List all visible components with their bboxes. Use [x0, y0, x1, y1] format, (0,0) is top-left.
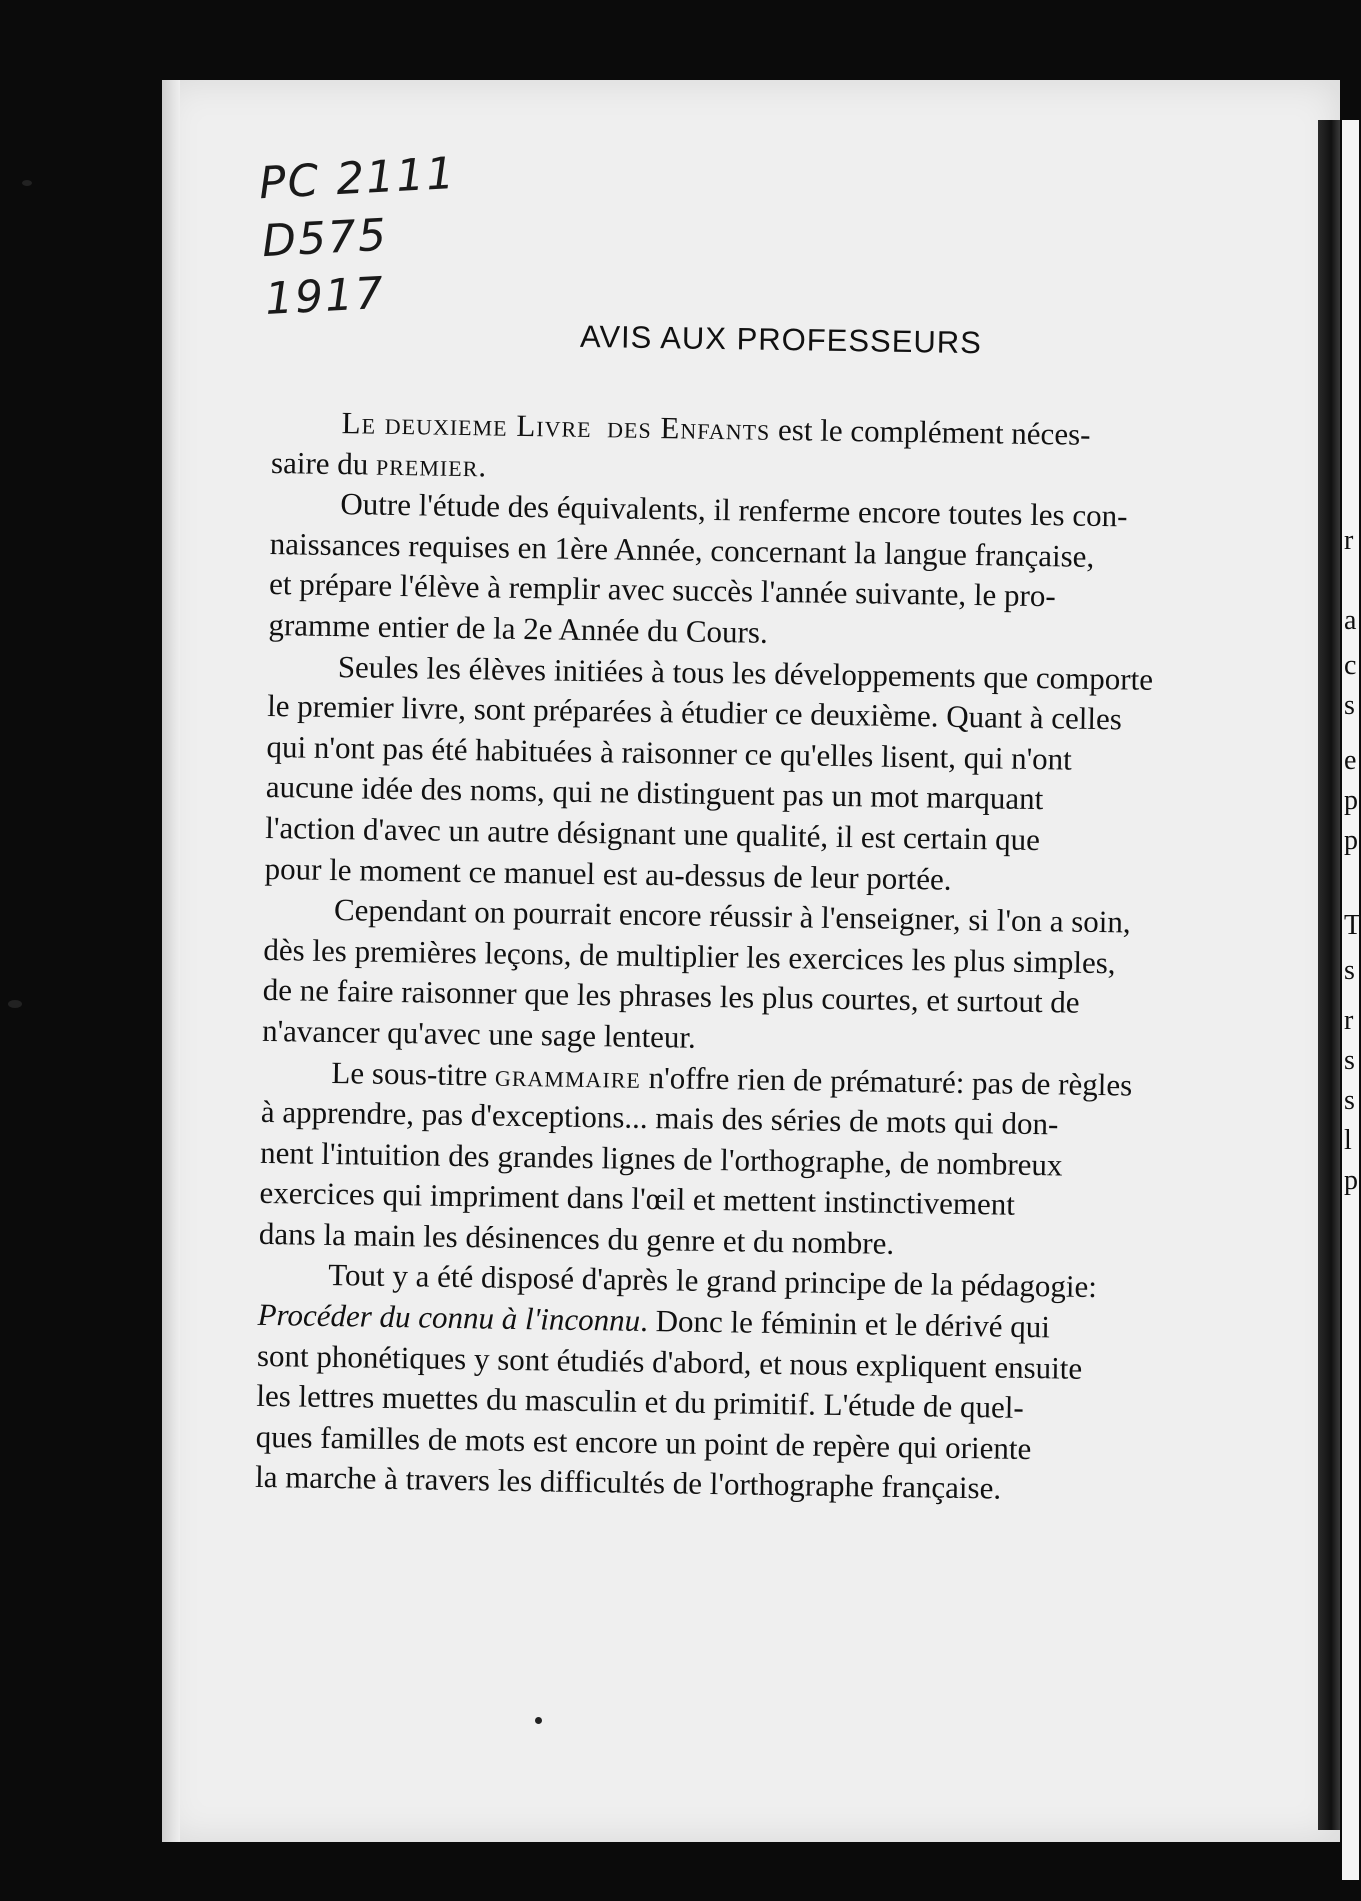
scan-speck [22, 180, 32, 186]
text-line: Outre l'étude des équivalents, il renferme encore toutes les con- [340, 486, 1128, 534]
text-line: gramme entier de la 2e Année du Cours. [268, 606, 769, 650]
next-page-letter: a [1344, 605, 1357, 636]
text-line: les lettres muettes du masculin et du primitif. L'étude de quel- [256, 1378, 1025, 1426]
text-line: dès les premières leçons, de multiplier les exercices les plus simples, [263, 931, 1116, 981]
text-line: dans la main les désinences du genre et du nombre. [258, 1215, 895, 1261]
text-line: Tout y a été disposé d'après le grand principe de la pédagogie: [328, 1257, 1098, 1305]
call-number-line: PC 2111 [257, 147, 458, 210]
text-span: saire du [270, 444, 377, 482]
text-span: Le sous-titre [331, 1054, 496, 1093]
page-left-edge [162, 80, 180, 1842]
text-span-italic: Procéder du connu à l'inconnu [257, 1296, 641, 1338]
scan-speck [8, 1000, 22, 1008]
body-text [255, 402, 1302, 1514]
page-title: AVIS AUX PROFESSEURS [579, 318, 983, 361]
text-line: ques familles de mots est encore un point de repère qui oriente [255, 1418, 1032, 1466]
book-title-part: des Enfants [606, 409, 771, 447]
next-page-letter: c [1344, 650, 1357, 681]
handwritten-call-number [258, 145, 464, 329]
text-line: et prépare l'élève à remplir avec succès l'année suivante, le pro- [268, 566, 1056, 614]
binding-shadow [1318, 120, 1340, 1830]
text-line: Seules les élèves initiées à tous les développements que comporte [337, 648, 1154, 697]
text-span: . [478, 447, 487, 483]
text-span: . Donc le féminin et le dérivé qui [639, 1302, 1051, 1345]
next-page-letter: s [1344, 955, 1355, 986]
text-line: aucune idée des noms, qui ne distinguent pas un mot marquant [265, 769, 1044, 817]
book-title-part: Le deuxieme Livre [341, 405, 592, 445]
text-line: exercices qui impriment dans l'œil et mettent instinctivement [259, 1175, 1016, 1223]
call-number-line: 1917 [263, 267, 387, 326]
text-line: sont phonétiques y sont étudiés d'abord, et nous expliquent ensuite [256, 1337, 1083, 1386]
text-line: Cependant on pourrait encore réussir à l'enseigner, si l'on a soin, [333, 892, 1131, 940]
next-page-letter: r [1344, 1005, 1354, 1036]
text-line: n'avancer qu'avec une sage lenteur. [261, 1012, 697, 1055]
text-line: nent l'intuition des grandes lignes de l'orthographe, de nombreux [259, 1134, 1063, 1183]
next-page-letter: s [1344, 690, 1355, 721]
text-line: de ne faire raisonner que les phrases les plus courtes, et surtout de [262, 972, 1080, 1021]
next-page-letter: r [1344, 525, 1354, 556]
next-page-letter: p [1344, 785, 1358, 816]
text-line: la marche à travers les difficultés de l'orthographe française. [254, 1459, 1002, 1507]
text-line: pour le moment ce manuel est au-dessus de leur portée. [264, 850, 952, 897]
text-span: est le complément néces- [770, 411, 1091, 452]
next-page-letter: s [1344, 1045, 1355, 1076]
text-line: à apprendre, pas d'exceptions... mais des séries de mots qui don- [260, 1094, 1059, 1142]
text-line: naissances requises en 1ère Année, concernant la langue française, [269, 525, 1095, 574]
next-page-letter: p [1344, 825, 1358, 856]
call-number-line: D575 [260, 209, 390, 268]
text-span: n'offre rien de prématuré: pas de règles [640, 1059, 1133, 1103]
next-page-letter: T [1344, 910, 1361, 941]
text-line: le premier livre, sont préparées à étudier ce deuxième. Quant à celles [266, 688, 1123, 737]
next-page-fragment [1342, 120, 1359, 1880]
next-page-letter: p [1344, 1165, 1358, 1196]
next-page-letter: e [1344, 745, 1357, 776]
text-line: qui n'ont pas été habituées à raisonner ce qu'elles lisent, qui n'ont [266, 728, 1073, 777]
scan-speck [535, 1717, 542, 1724]
text-span-smallcaps: premier [375, 446, 479, 483]
next-page-letter: s [1344, 1085, 1355, 1116]
text-span-smallcaps: grammaire [494, 1057, 642, 1095]
next-page-letter: l [1344, 1125, 1352, 1156]
text-line: l'action d'avec un autre désignant une qualité, il est certain que [265, 809, 1041, 858]
